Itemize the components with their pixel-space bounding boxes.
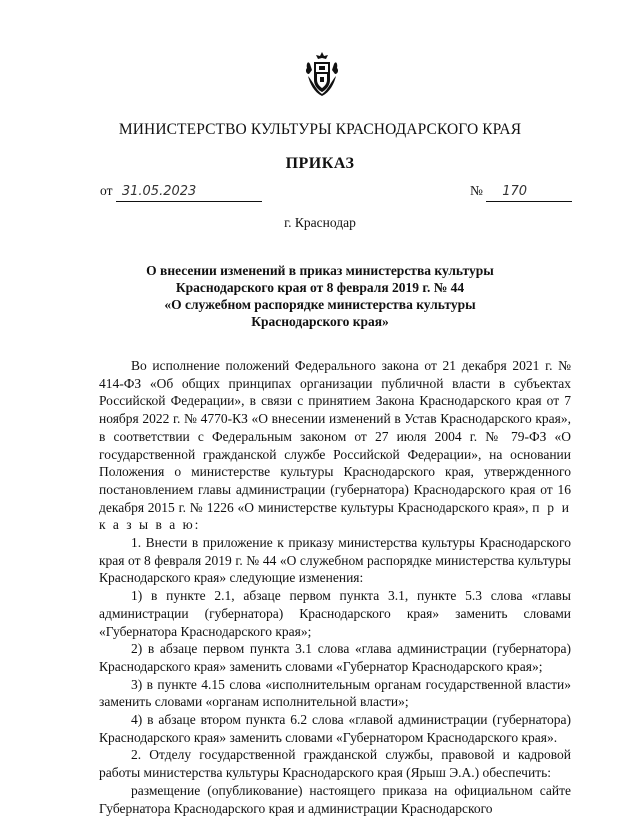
date-value: 31.05.2023	[116, 184, 262, 202]
subject-line: Краснодарского края»	[251, 314, 389, 329]
city: г. Краснодар	[284, 215, 356, 230]
number-field	[470, 183, 572, 202]
date-prefix: от	[100, 183, 113, 198]
number-prefix: №	[470, 183, 483, 198]
paragraph-item-1-3: 3) в пункте 4.15 слова «исполнительным органам государственной власти» заменить словами «органам исполнительной власти»;	[99, 676, 571, 710]
document-type-title: ПРИКАЗ	[285, 155, 355, 172]
coat-of-arms-icon	[304, 50, 340, 98]
paragraph-item-2: 2. Отделу государственной гражданской службы, правовой и кадровой работы министерства культуры Краснодарского края (Ярыш Э.А.) обеспечить:	[99, 747, 571, 781]
number-value: 170	[486, 184, 572, 202]
paragraph-item-1: 1. Внести в приложение к приказу министерства культуры Краснодарского края от 8 февраля 2019 г. № 44 «О служебном распорядке министерства культуры Краснодарского края» следующие изменения:	[99, 535, 571, 586]
ministry-name: МИНИСТЕРСТВО КУЛЬТУРЫ КРАСНОДАРСКОГО КРАЯ	[118, 121, 522, 138]
paragraph-item-1-2: 2) в абзаце первом пункта 3.1 слова «глава администрации (губернатора) Краснодарского края» заменить словами «Губернатор Краснодарского края»;	[99, 641, 571, 674]
paragraph-item-1-1: 1) в пункте 2.1, абзаце первом пункта 3.1, пункте 5.3 слова «главы администрации (губернатора) Краснодарского края» заменить словами «Губернатора Краснодарского края»;	[99, 588, 571, 639]
preamble-paragraph	[99, 357, 571, 534]
preamble-text: Во исполнение положений Федерального закона от 21 декабря 2021 г. № 414-ФЗ «Об общих принципах организации публичной власти в субъектах Российской Федерации», в связи с принятием Закона Краснодарского края от 7 ноября 2022 г. № 4770-КЗ «О внесении изменений в Устав Краснодарского края», в соответствии с Федеральным законом от 27 июля 2004 г. № 79-ФЗ «О государственной гражданской службе Российской Федерации», на основании Положения о министерстве культуры Краснодарского края, утвержденного постановлением главы администрации (губернатора) Краснодарского края от 16 декабря 2015 г. № 1226 «О министерстве культуры Краснодарского края»,	[99, 358, 571, 515]
subject-line: О внесении изменений в приказ министерства культуры	[146, 263, 494, 278]
order-subject	[140, 262, 500, 330]
subject-line: Краснодарского края от 8 февраля 2019 г. № 44	[175, 280, 465, 295]
document-body	[99, 357, 571, 817]
paragraph-item-1-4: 4) в абзаце втором пункта 6.2 слова «главой администрации (губернатора) Краснодарского края» заменить словами «Губернатором Краснодарского края».	[99, 712, 571, 745]
subject-line: «О служебном распорядке министерства культуры	[164, 297, 476, 312]
paragraph-item-2-1: размещение (опубликование) настоящего приказа на официальном сайте Губернатора Краснодарского края и администрации Краснодарского	[99, 782, 571, 816]
date-field	[100, 183, 262, 202]
preamble-action: п р и к а з ы в а ю:	[99, 499, 572, 533]
